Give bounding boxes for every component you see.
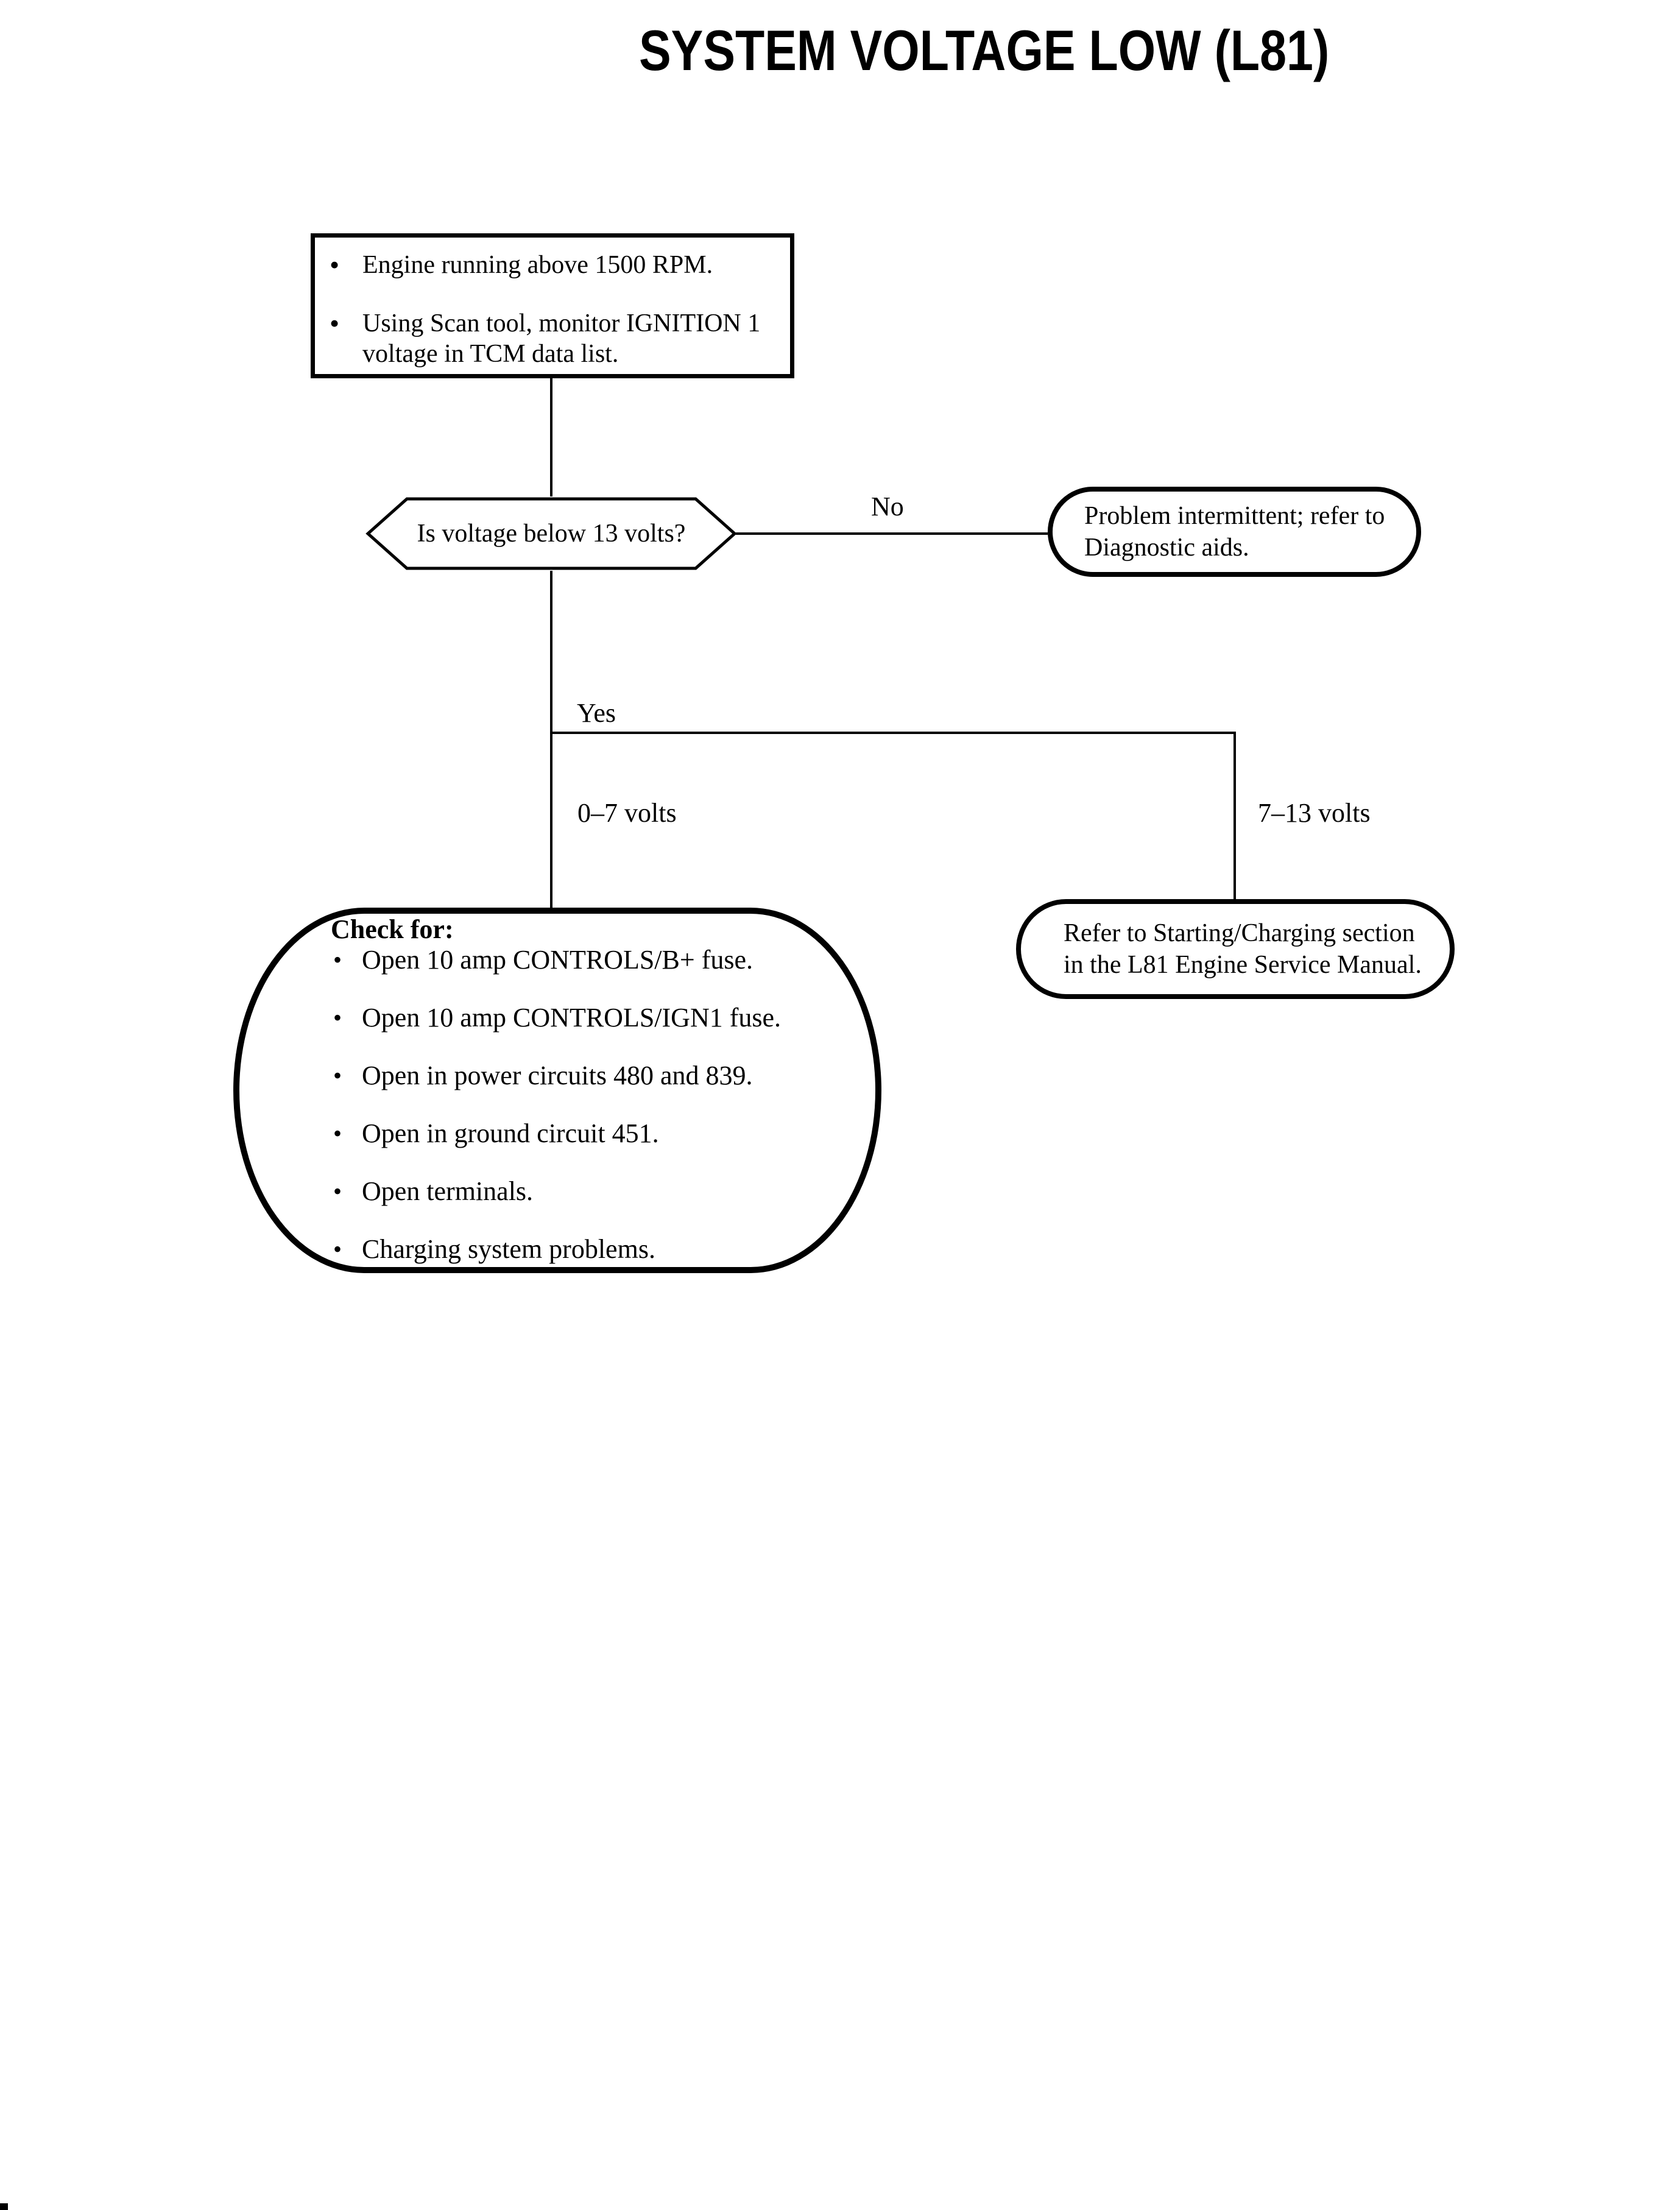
start-instructions-box xyxy=(311,233,794,378)
low-range-label: 0–7 volts xyxy=(577,798,677,828)
bullet-icon: • xyxy=(330,308,340,339)
bullet-icon: • xyxy=(333,946,342,973)
no-terminal-line-2: Diagnostic aids. xyxy=(1084,534,1249,562)
list-item xyxy=(330,308,790,369)
list-item xyxy=(331,1060,875,1092)
decision-node xyxy=(365,496,737,571)
connector-start-to-decision xyxy=(550,378,552,496)
check-item-text: Open in power circuits 480 and 839. xyxy=(362,1061,753,1090)
page-title: SYSTEM VOLTAGE LOW (L81) xyxy=(639,18,1330,82)
list-item xyxy=(331,944,875,976)
start-bullet-2-line-1: Using Scan tool, monitor IGNITION 1 xyxy=(362,309,761,337)
connector-high-range xyxy=(1234,732,1236,899)
connector-branch-split xyxy=(550,732,1236,734)
high-terminal-line-1: Refer to Starting/Charging section xyxy=(1064,919,1415,947)
decision-question-text: Is voltage below 13 volts? xyxy=(417,520,686,548)
check-item-text: Open terminals. xyxy=(362,1176,534,1206)
connector-no-branch xyxy=(736,532,1048,535)
no-terminal-line-1: Problem intermittent; refer to xyxy=(1084,502,1385,530)
bullet-icon: • xyxy=(333,1004,342,1031)
check-item-text: Open 10 amp CONTROLS/IGN1 fuse. xyxy=(362,1003,782,1033)
bullet-icon: • xyxy=(333,1062,342,1089)
page-edge-mark xyxy=(0,2203,8,2210)
high-terminal-box xyxy=(1016,899,1455,999)
list-item xyxy=(331,1176,875,1207)
check-item-text: Open 10 amp CONTROLS/B+ fuse. xyxy=(362,945,753,975)
high-terminal-line-2: in the L81 Engine Service Manual. xyxy=(1064,951,1422,979)
no-terminal-box xyxy=(1048,487,1421,577)
bullet-icon: • xyxy=(333,1177,342,1205)
check-item-text: Charging system problems. xyxy=(362,1234,655,1264)
connector-yes-branch xyxy=(550,571,552,908)
list-item xyxy=(331,1002,875,1034)
check-terminal-ellipse xyxy=(233,908,881,1273)
check-list xyxy=(331,944,875,1265)
start-bullet-2-text xyxy=(362,308,760,369)
bullet-icon: • xyxy=(333,1235,342,1263)
list-item xyxy=(331,1118,875,1149)
bullet-icon: • xyxy=(330,249,340,280)
start-bullet-2-line-2: voltage in TCM data list. xyxy=(362,340,619,368)
bullet-icon: • xyxy=(333,1120,342,1147)
high-range-label: 7–13 volts xyxy=(1258,798,1371,828)
yes-branch-label: Yes xyxy=(577,698,616,728)
check-heading: Check for: xyxy=(331,914,454,944)
start-bullet-1-text: Engine running above 1500 RPM. xyxy=(362,251,713,279)
check-item-text: Open in ground circuit 451. xyxy=(362,1118,659,1148)
list-item xyxy=(330,250,790,280)
no-branch-label: No xyxy=(871,492,904,521)
list-item xyxy=(331,1234,875,1265)
